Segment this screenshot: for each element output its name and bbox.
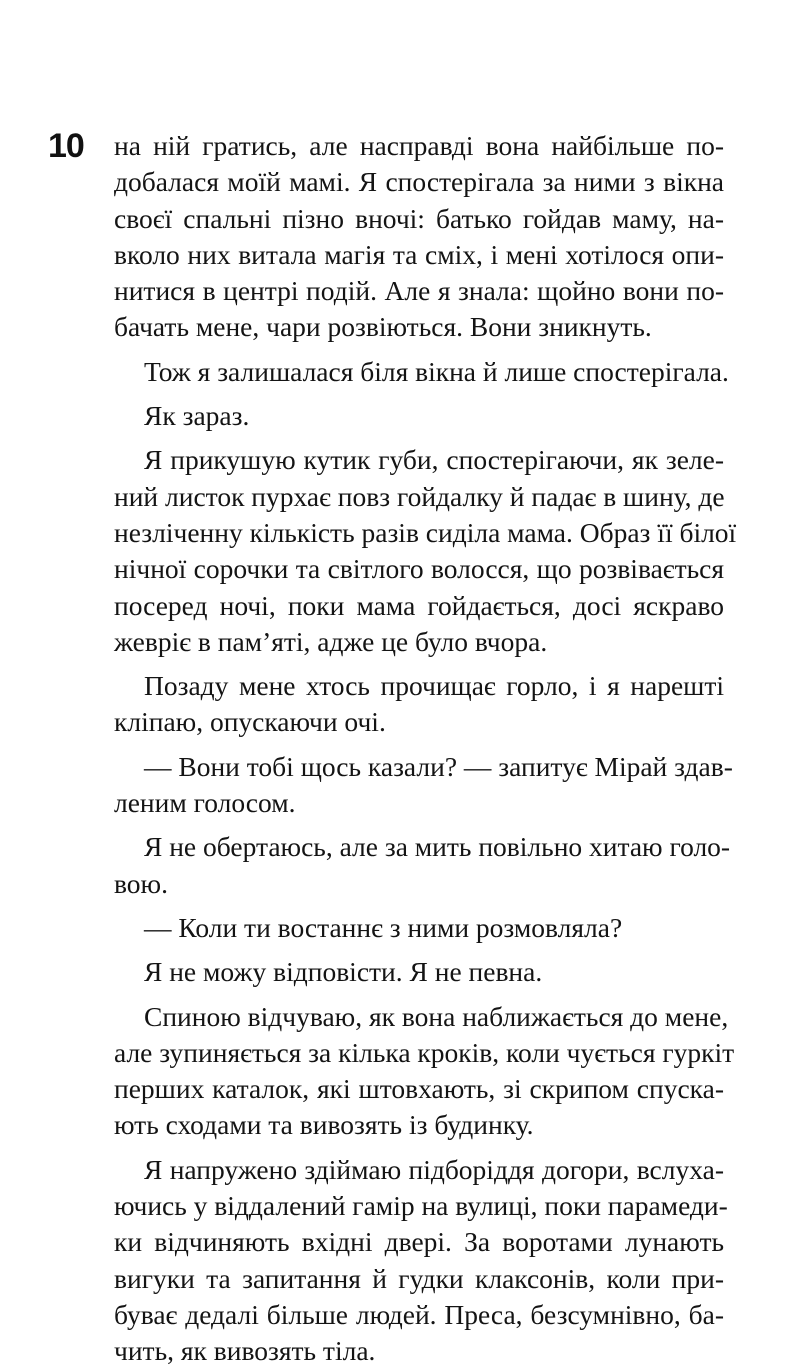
text-line: Позаду мене хтось прочищає горло, і я нарешті <box>144 670 724 702</box>
text-line: вигуки та запитання й гудки клаксонів, коли при- <box>114 1262 724 1294</box>
text-line: Тож я залишалася біля вікна й лише спостерігала. <box>144 355 729 387</box>
text-line: Як зараз. <box>144 400 250 432</box>
text-line: буває дедалі більше людей. Преса, безсумнівно, ба- <box>114 1298 724 1330</box>
paragraph <box>114 398 724 434</box>
text-line: ки відчиняють вхідні двері. За воротами лунають <box>114 1226 724 1258</box>
paragraph <box>114 1152 728 1370</box>
paragraph <box>114 954 724 990</box>
text-line: бачать мене, чари розвіються. Вони зникнуть. <box>114 311 652 343</box>
text-line: нитися в центрі подій. Але я знала: щойно вони по- <box>114 275 724 307</box>
text-line: перших каталок, які штовхають, зі скрипом спуска- <box>114 1073 724 1105</box>
text-line: на ній гратись, але насправді вона найбільше по- <box>114 130 724 161</box>
text-line: посеред ночі, поки мама гойдається, досі яскраво <box>114 589 724 621</box>
text-line: вою. <box>114 867 168 899</box>
text-line: Я напружено здіймаю підборіддя догори, вслуха- <box>144 1153 724 1185</box>
text-line: але зупиняється за кілька кроків, коли чується гуркіт <box>114 1036 735 1068</box>
paragraph <box>114 999 735 1144</box>
paragraph <box>114 910 724 946</box>
paragraph <box>114 354 729 390</box>
text-line: ють сходами та вивозять із будинку. <box>114 1109 534 1141</box>
text-line: Я не обертаюсь, але за мить повільно хитаю голо- <box>144 831 731 863</box>
text-line: нічної сорочки та світлого волосся, що розвівається <box>114 553 724 585</box>
text-line: жевріє в пам’яті, адже це було вчора. <box>114 625 548 657</box>
text-line: чить, як вивозять тіла. <box>114 1335 376 1367</box>
text-line: Я прикушую кутик губи, спостерігаючи, як зеле- <box>144 444 724 476</box>
text-line: леним голосом. <box>114 787 296 819</box>
text-line: незліченну кількість разів сиділа мама. Образ її білої <box>114 516 737 548</box>
paragraph <box>114 128 724 346</box>
paragraph <box>114 442 737 660</box>
text-line: — Вони тобі щось казали? — запитує Мірай здав- <box>144 750 733 782</box>
text-line: добалася моїй мамі. Я спостерігала за ними з вікна <box>114 166 724 198</box>
text-line: — Коли ти востаннє з ними розмовляла? <box>144 911 623 943</box>
paragraph <box>114 668 724 741</box>
paragraph <box>114 829 731 902</box>
paragraph <box>114 749 733 822</box>
text-line: вколо них витала магія та сміх, і мені хотілося опи- <box>114 238 724 270</box>
text-line: Спиною відчуваю, як вона наближається до мене, <box>144 1000 729 1032</box>
text-line: ючись у віддалений гамір на вулиці, поки парамеди- <box>114 1190 728 1222</box>
text-line: своєї спальні пізно вночі: батько гойдав маму, на- <box>114 202 724 234</box>
page-number: 10 <box>48 127 84 165</box>
text-line: Я не можу відповісти. Я не певна. <box>144 956 543 988</box>
text-line: ний листок пурхає повз гойдалку й падає в шину, де <box>114 480 725 512</box>
book-text <box>114 128 737 1370</box>
text-line: кліпаю, опускаючи очі. <box>114 706 386 738</box>
